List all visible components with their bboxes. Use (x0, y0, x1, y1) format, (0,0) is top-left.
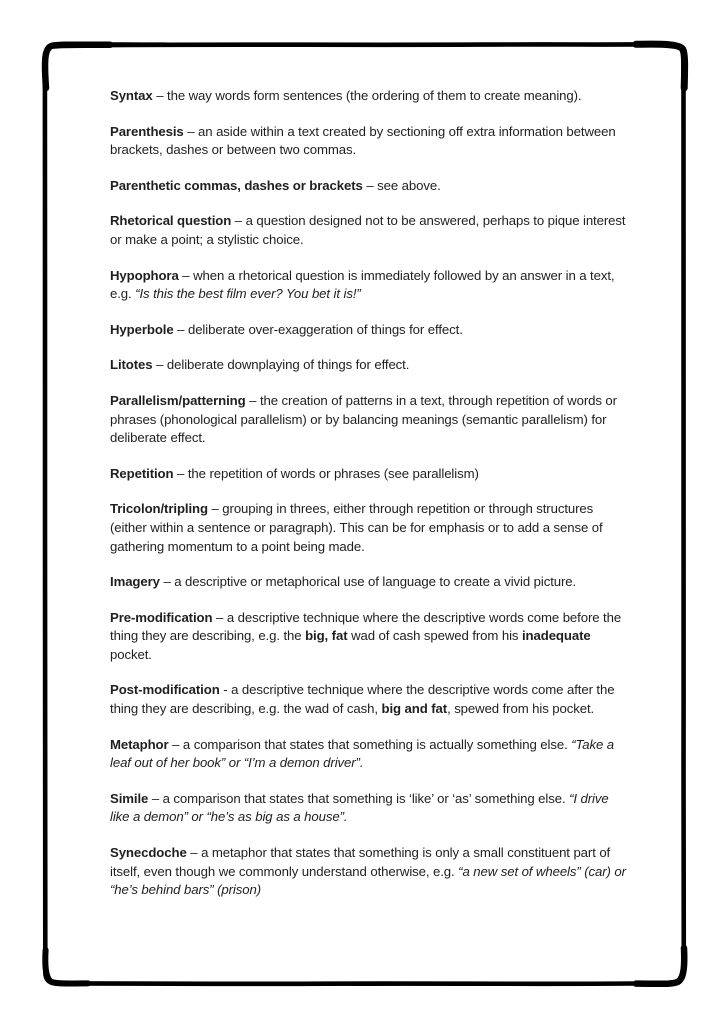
definition-text: – when a rhetorical question is immediately followed by an answer in a text, e.g. (110, 267, 615, 302)
term-text: Rhetorical question (110, 213, 232, 229)
term-text: Synecdoche (110, 845, 187, 861)
definition-text: – a comparison that states that something is actually something else. (168, 736, 572, 752)
definition-text: – deliberate downplaying of things for effect. (152, 357, 410, 373)
definition-text: – a metaphor that states that something is only a small constituent part of itself, even though we commonly understand otherwise, e.g. (110, 845, 611, 879)
term-text: Imagery (110, 574, 160, 590)
term-text: Parallelism/patterning (110, 392, 246, 408)
definition-text: – see above. (362, 177, 441, 193)
term-text: Litotes (110, 357, 153, 373)
term-text: Parenthesis (110, 123, 184, 139)
term-text: Repetition (110, 465, 174, 481)
definition-entry (110, 87, 627, 106)
definition-text: – deliberate over-exaggeration of things for effect. (173, 321, 463, 337)
definition-entry (110, 609, 627, 665)
definition-text: wad of cash spewed from his (347, 628, 522, 644)
definition-text: – the creation of patterns in a text, through repetition of words or phrases (phonological parallelism) or by balancing meanings (semantic parallelism) for deliberate effect. (110, 392, 617, 446)
term-text: Tricolon/tripling (110, 501, 208, 517)
definition-entry (110, 844, 627, 900)
term-text: Metaphor (110, 736, 169, 752)
definition-text: – a comparison that states that something is ‘like’ or ‘as’ something else. (148, 790, 570, 806)
definition-text: – grouping in threes, either through repetition or through structures (either within a sentence or paragraph). This can be for emphasis or to add a sense of gathering momentum to a point being made. (110, 501, 603, 554)
definition-text: – a descriptive or metaphorical use of language to create a vivid picture. (159, 574, 577, 590)
example-text: “I drive like a demon” or “he’s as big as a house”. (110, 790, 609, 825)
term-text: inadequate (521, 628, 591, 644)
definition-entry (110, 736, 627, 773)
term-text: Pre-modification (110, 609, 213, 625)
definition-list (110, 87, 627, 917)
definition-entry (110, 681, 627, 718)
definition-entry (110, 321, 627, 340)
definition-entry (110, 500, 627, 556)
definition-text: , spewed from his pocket. (447, 701, 595, 717)
definition-text: – an aside within a text created by sectioning off extra information between brackets, dashes or between two commas. (110, 123, 616, 158)
term-text: Hyperbole (110, 321, 174, 337)
term-text: big, fat (305, 628, 348, 644)
term-text: Syntax (110, 88, 153, 103)
definition-text: - a descriptive technique where the descriptive words come after the thing they are describing, e.g. the wad of cash, (110, 682, 615, 717)
definition-entry (110, 177, 627, 196)
definition-entry (110, 123, 627, 160)
example-text: “Take a leaf out of her book” or “I’m a demon driver”. (110, 736, 615, 771)
definition-entry (110, 267, 627, 304)
term-text: Post-modification (110, 682, 220, 698)
example-text: “Is this the best film ever? You bet it is!” (135, 286, 361, 302)
definition-entry (110, 212, 627, 249)
definition-text: – a descriptive technique where the descriptive words come before the thing they are describing, e.g. the (110, 609, 622, 644)
definition-entry (110, 356, 627, 375)
definition-text: – the way words form sentences (the ordering of them to create meaning). (152, 88, 582, 103)
definition-entry (110, 573, 627, 592)
definition-text: – the repetition of words or phrases (see parallelism) (173, 465, 479, 481)
definition-text: – a question designed not to be answered, perhaps to pique interest or make a point; a stylistic choice. (110, 213, 626, 247)
definition-text: pocket. (110, 646, 152, 662)
definition-entry (110, 465, 627, 484)
term-text: Hypophora (110, 267, 179, 283)
term-text: Simile (110, 790, 149, 806)
definition-entry (110, 392, 627, 448)
definition-entry (110, 790, 627, 827)
term-text: big and fat (381, 701, 448, 717)
term-text: Parenthetic commas, dashes or brackets (110, 177, 363, 193)
example-text: “a new set of wheels” (car) or “he’s behind bars” (prison) (110, 863, 626, 898)
